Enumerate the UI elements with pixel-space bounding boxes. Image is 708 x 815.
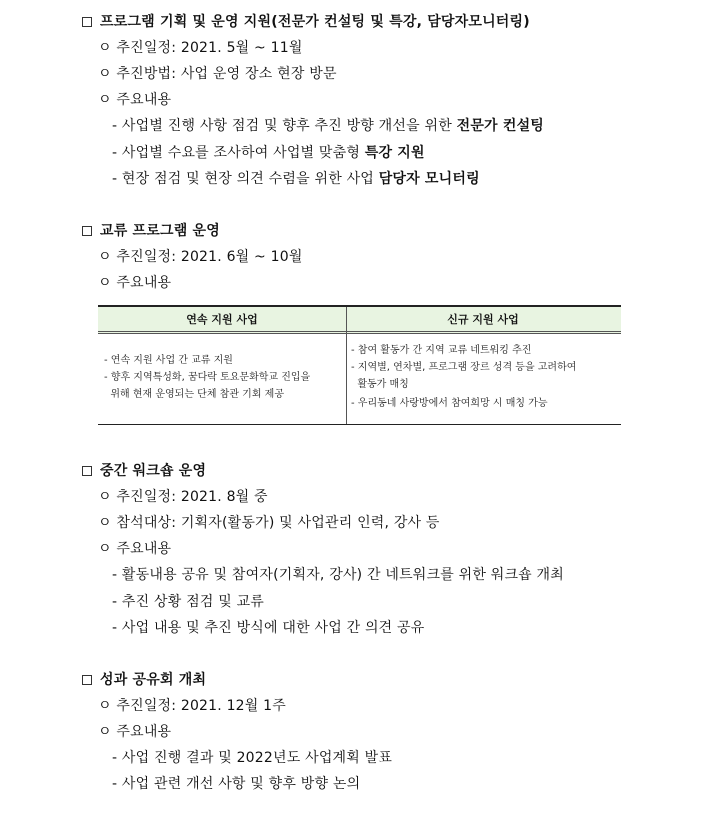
- schedule-line: ㅇ 추진일정: 2021. 5월 ~ 11월: [98, 40, 303, 56]
- list-item: - 사업 내용 및 추진 방식에 대한 사업 간 의견 공유: [112, 620, 425, 636]
- list-item: - 사업 관련 개선 사항 및 향후 방향 논의: [112, 776, 361, 792]
- content-label: ㅇ 주요내용: [98, 541, 172, 557]
- table-cell-line: 활동가 매칭: [351, 379, 409, 390]
- support-table: [98, 305, 621, 425]
- table-cell-line: 위해 현재 운영되는 단체 참관 기회 제공: [104, 389, 284, 400]
- list-item: - 활동내용 공유 및 참여자(기획자, 강사) 간 네트워크를 위한 워크숍 개최: [112, 567, 564, 583]
- list-item: - 추진 상황 점검 및 교류: [112, 594, 265, 610]
- section-heading: 프로그램 기획 및 운영 지원(전문가 컨설팅 및 특강, 담당자모니터링): [82, 12, 530, 32]
- target-line: ㅇ 참석대상: 기획자(활동가) 및 사업관리 인력, 강사 등: [98, 515, 440, 531]
- list-item: - 현장 점검 및 현장 의견 수렴을 위한 사업 담당자 모니터링: [112, 171, 480, 187]
- method-line: ㅇ 추진방법: 사업 운영 장소 현장 방문: [98, 66, 337, 82]
- section-heading: 성과 공유회 개최: [82, 670, 206, 690]
- schedule-line: ㅇ 추진일정: 2021. 8월 중: [98, 489, 268, 505]
- list-item: - 사업별 수요를 조사하여 사업별 맞춤형 특강 지원: [112, 145, 425, 161]
- checkbox-bullet-icon: [82, 466, 92, 476]
- list-item: - 사업별 진행 사항 점검 및 향후 추진 방향 개선을 위한 전문가 컨설팅: [112, 118, 545, 134]
- table-cell-line: - 지역별, 연차별, 프로그램 장르 성격 등을 고려하여: [351, 362, 577, 373]
- table-cell-line: - 향후 지역특성화, 꿈다락 토요문화학교 진입을: [104, 372, 311, 383]
- section-heading: 교류 프로그램 운영: [82, 221, 220, 241]
- table-header-continuing: 연속 지원 사업: [186, 313, 258, 326]
- table-header-new: 신규 지원 사업: [447, 313, 519, 326]
- table-cell-line: - 연속 지원 사업 간 교류 지원: [104, 355, 233, 366]
- section-heading: 중간 워크숍 운영: [82, 461, 206, 481]
- checkbox-bullet-icon: [82, 226, 92, 236]
- schedule-line: ㅇ 추진일정: 2021. 12월 1주: [98, 698, 286, 714]
- content-label: ㅇ 주요내용: [98, 275, 172, 291]
- checkbox-bullet-icon: [82, 675, 92, 685]
- schedule-line: ㅇ 추진일정: 2021. 6월 ~ 10월: [98, 249, 303, 265]
- content-label: ㅇ 주요내용: [98, 92, 172, 108]
- list-item: - 사업 진행 결과 및 2022년도 사업계획 발표: [112, 750, 393, 766]
- content-label: ㅇ 주요내용: [98, 724, 172, 740]
- checkbox-bullet-icon: [82, 17, 92, 27]
- table-cell-line: - 우리동네 사랑방에서 참여희망 시 매칭 가능: [351, 398, 548, 409]
- table-cell-line: - 참여 활동가 간 지역 교류 네트워킹 추진: [351, 345, 532, 356]
